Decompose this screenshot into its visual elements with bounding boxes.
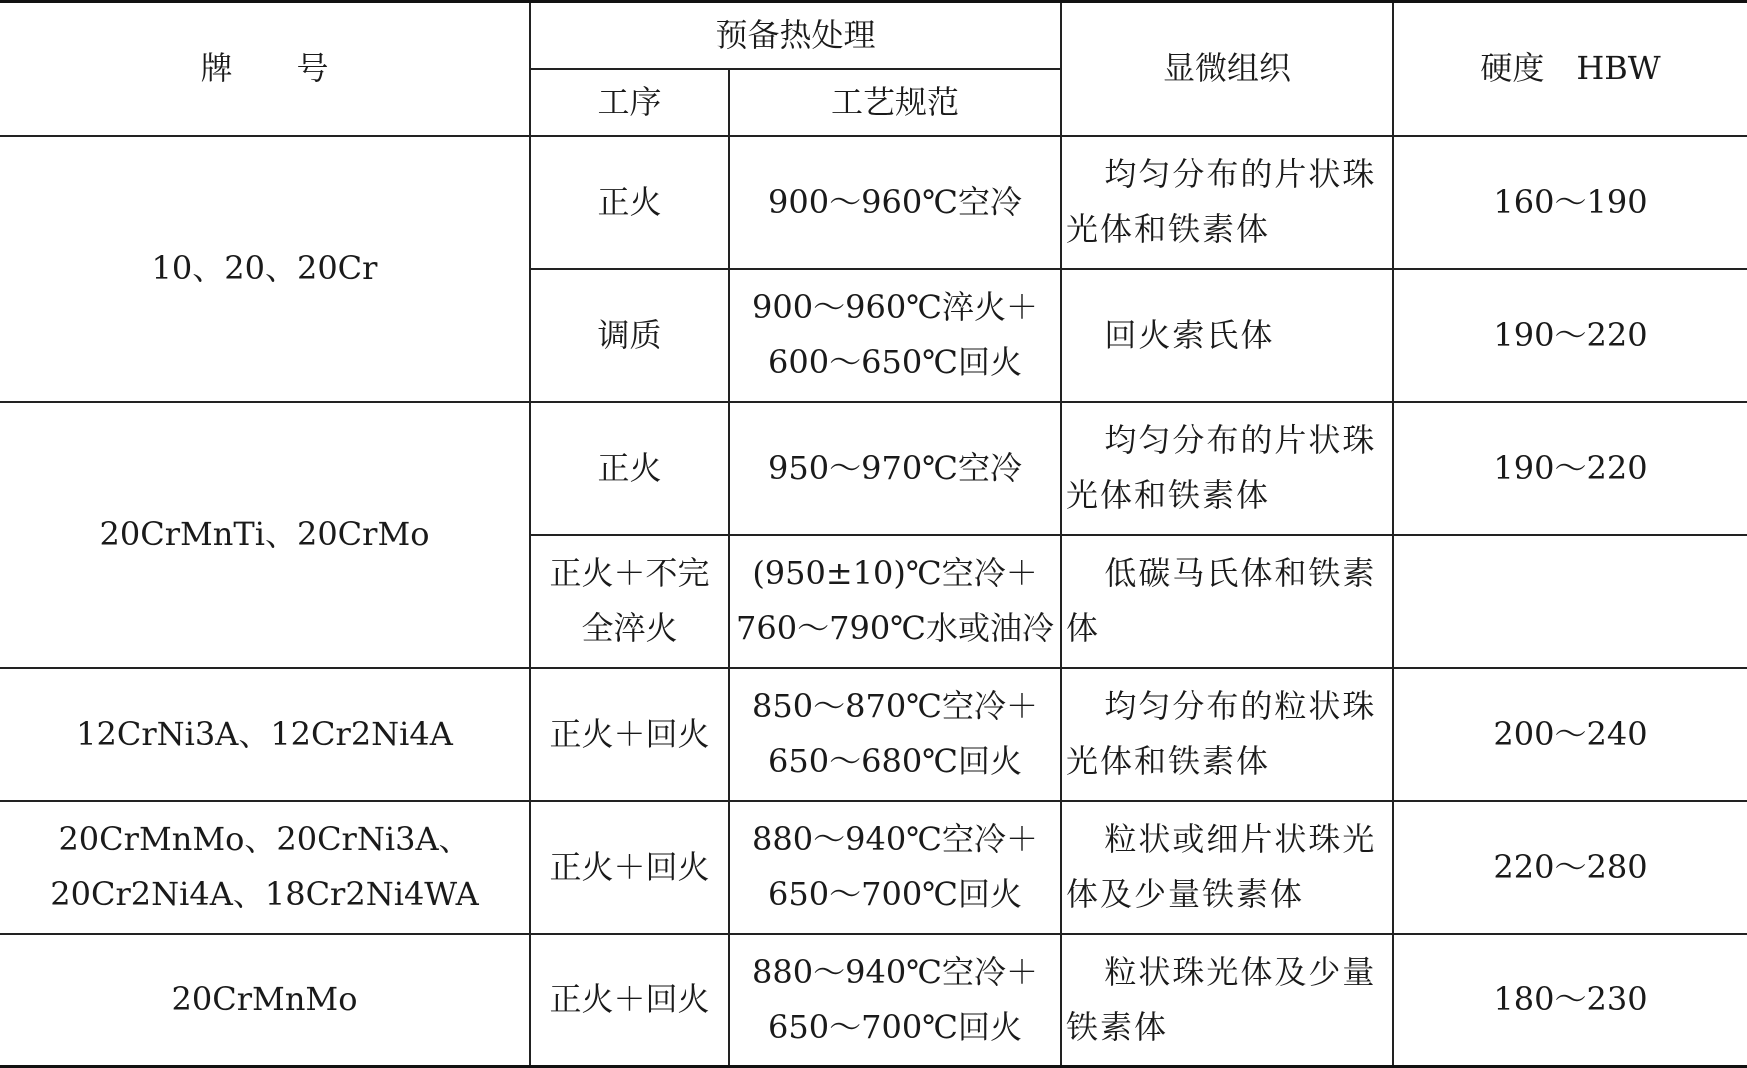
process-cell: 正火: [530, 402, 729, 535]
process-cell: 正火＋不完全淬火: [530, 535, 729, 668]
hardness-cell: 220～280: [1393, 801, 1747, 934]
process-cell: 正火＋回火: [530, 934, 729, 1067]
structure-cell: 均匀分布的粒状珠光体和铁素体: [1061, 668, 1393, 801]
process-cell: 正火＋回火: [530, 801, 729, 934]
hardness-cell: [1393, 535, 1747, 668]
structure-cell: 回火索氏体: [1061, 269, 1393, 402]
table-row: [0, 801, 1747, 934]
table-row: [0, 934, 1747, 1067]
hardness-cell: 190～220: [1393, 269, 1747, 402]
spec-cell: 950～970℃空冷: [729, 402, 1061, 535]
hardness-cell: 160～190: [1393, 136, 1747, 269]
hardness-cell: 180～230: [1393, 934, 1747, 1067]
grade-cell: 12CrNi3A、12Cr2Ni4A: [0, 668, 530, 801]
structure-cell: 粒状珠光体及少量铁素体: [1061, 934, 1393, 1067]
process-cell: 正火: [530, 136, 729, 269]
spec-cell: 880～940℃空冷＋650～700℃回火: [729, 801, 1061, 934]
header-spec: 工艺规范: [729, 69, 1061, 136]
hardness-cell: 190～220: [1393, 402, 1747, 535]
spec-cell: 900～960℃空冷: [729, 136, 1061, 269]
structure-cell: 粒状或细片状珠光体及少量铁素体: [1061, 801, 1393, 934]
header-process: 工序: [530, 69, 729, 136]
structure-cell: 均匀分布的片状珠光体和铁素体: [1061, 136, 1393, 269]
table-row: [0, 136, 1747, 269]
grade-cell: 20CrMnMo: [0, 934, 530, 1067]
header-preheat: 预备热处理: [530, 2, 1061, 69]
header-hardness: 硬度 HBW: [1393, 2, 1747, 136]
process-cell: 正火＋回火: [530, 668, 729, 801]
grade-cell: 20CrMnMo、20CrNi3A、20Cr2Ni4A、18Cr2Ni4WA: [0, 801, 530, 934]
spec-cell: 900～960℃淬火＋600～650℃回火: [729, 269, 1061, 402]
header-row: [0, 2, 1747, 69]
header-grade: 牌 号: [0, 2, 530, 136]
spec-cell: 880～940℃空冷＋650～700℃回火: [729, 934, 1061, 1067]
hardness-cell: 200～240: [1393, 668, 1747, 801]
header-structure: 显微组织: [1061, 2, 1393, 136]
spec-cell: 850～870℃空冷＋650～680℃回火: [729, 668, 1061, 801]
table-row: [0, 402, 1747, 535]
structure-cell: 低碳马氏体和铁素体: [1061, 535, 1393, 668]
table-row: [0, 668, 1747, 801]
structure-cell: 均匀分布的片状珠光体和铁素体: [1061, 402, 1393, 535]
grade-cell: 20CrMnTi、20CrMo: [0, 402, 530, 668]
spec-cell: (950±10)℃空冷＋760～790℃水或油冷: [729, 535, 1061, 668]
grade-cell: 10、20、20Cr: [0, 136, 530, 402]
process-cell: 调质: [530, 269, 729, 402]
